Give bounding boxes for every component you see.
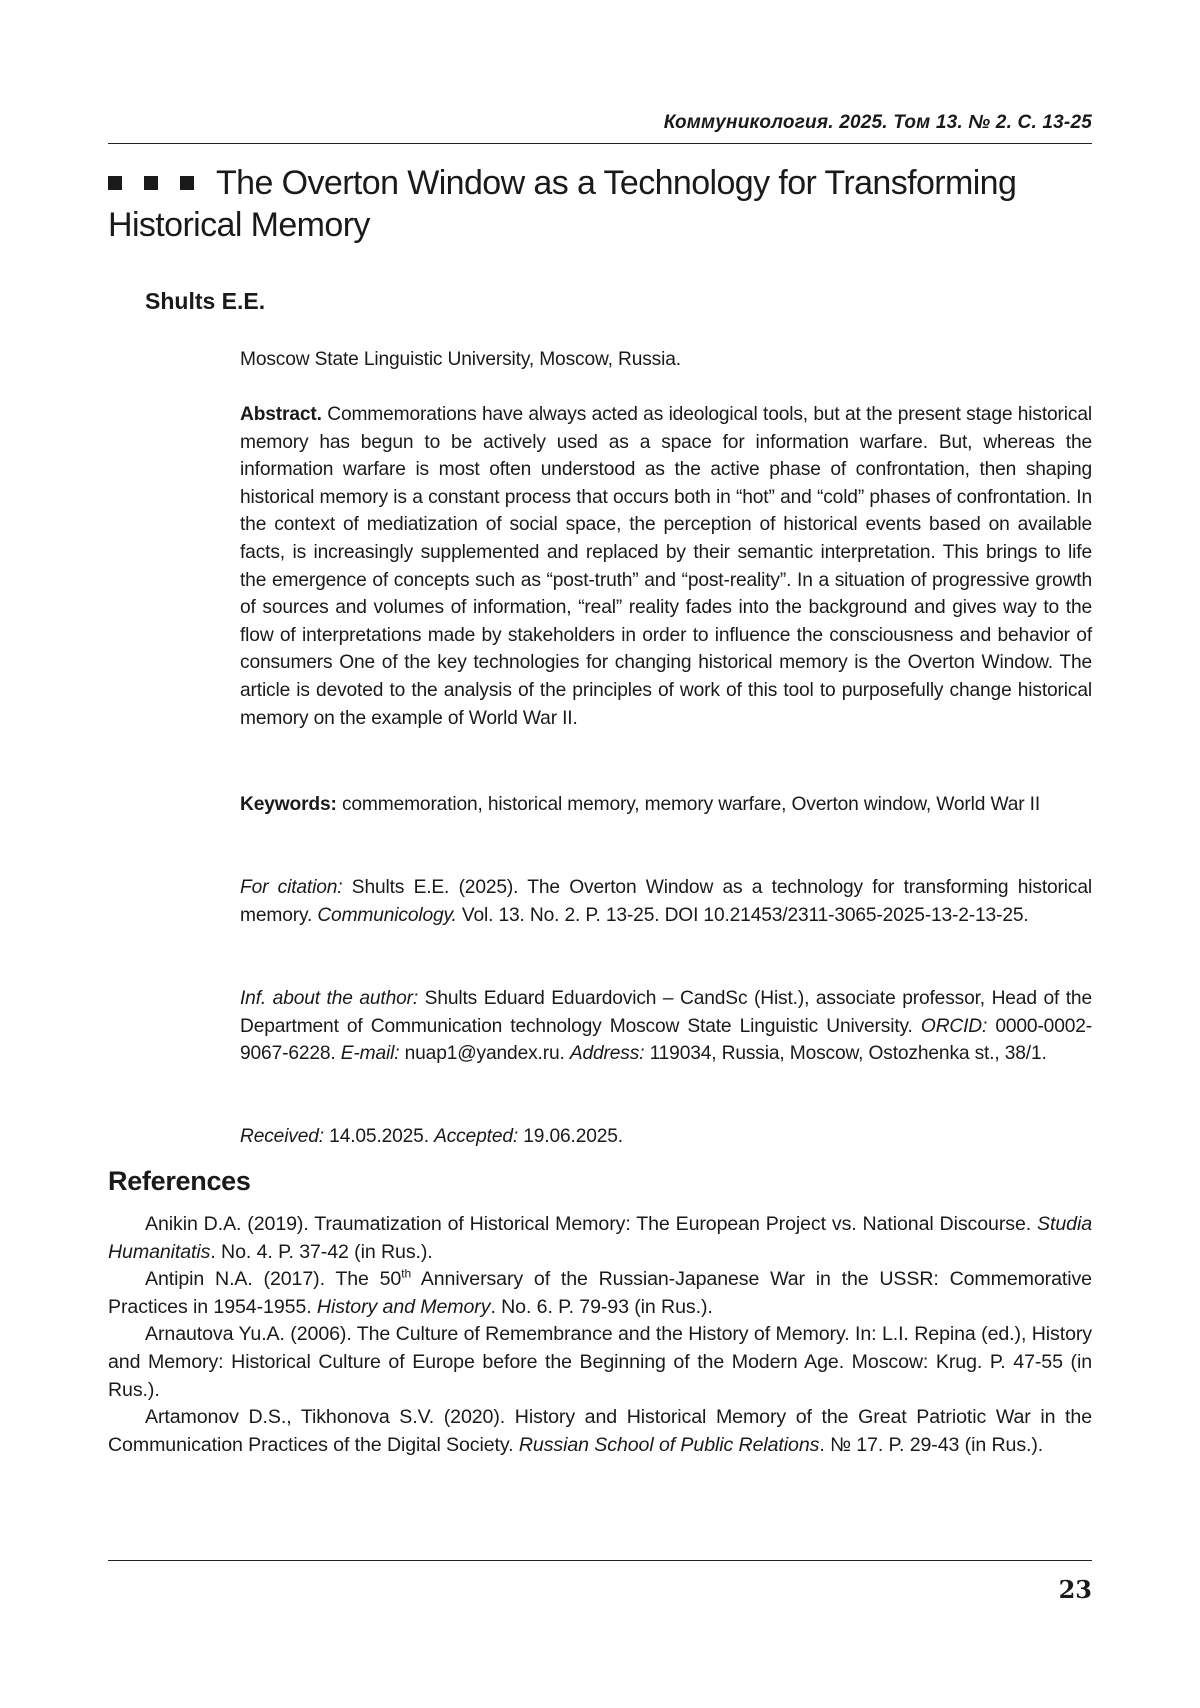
references-list	[108, 1211, 1092, 1459]
running-head: Коммуникология. 2025. Том 13. № 2. С. 13-25	[663, 112, 1092, 133]
references-heading: References	[108, 1166, 251, 1196]
citation	[240, 874, 1092, 929]
reference-item	[108, 1321, 1092, 1404]
reference-details: . No. 6. P. 79-93 (in Rus.).	[490, 1295, 713, 1318]
author-info-text: Shults Eduard Eduardovich – CandSc (Hist.), associate professor, Head of the Department of Communication technology Moscow State Linguistic University.	[240, 988, 1092, 1037]
citation-text: Shults E.E. (2025). The Overton Window as a technology for transforming historical memory.	[240, 877, 1092, 926]
email-label: E-mail:	[340, 1043, 400, 1065]
author-info	[240, 985, 1092, 1068]
dates	[240, 1123, 1092, 1151]
author-info-label: Inf. about the author:	[240, 988, 419, 1009]
bullet-square-icon	[144, 176, 158, 190]
accepted-date: 19.06.2025.	[523, 1126, 623, 1147]
reference-superscript: th	[401, 1266, 412, 1281]
reference-text: Antipin N.A. (2017). The 50	[145, 1268, 402, 1291]
reference-item	[108, 1211, 1092, 1266]
citation-label: For citation:	[240, 877, 343, 898]
reference-item	[108, 1404, 1092, 1459]
abstract	[240, 401, 1092, 732]
article-title	[108, 162, 1092, 246]
received-date: 14.05.2025.	[329, 1126, 429, 1147]
keywords-label: Keywords:	[240, 794, 337, 815]
orcid-label: ORCID:	[920, 1015, 988, 1037]
citation-journal: Communicology.	[317, 904, 457, 926]
keywords-text: commemoration, historical memory, memory warfare, Overton window, World War II	[341, 794, 1041, 815]
keywords	[240, 791, 1092, 819]
abstract-label: Abstract.	[240, 404, 322, 425]
abstract-text: Commemorations have always acted as ideological tools, but at the present stage historical memory has begun to be actively used as a space for information warfare. But, whereas the information warfare is most often understood as the active phase of confrontation, then shaping historical memory is a constant process that occurs both in “hot” and “cold” phases of confrontation. In the context of mediatization of social space, the perception of historical events based on available facts, is increasingly supplemented and replaced by their semantic interpretation. This brings to life the emergence of concepts such as “post-truth” and “post-reality”. In a situation of progressive growth of sources and volumes of information, “real” reality fades into the background and gives way to the flow of interpretations made by stakeholders in order to influence the consciousness and behavior of consumers One of the key technologies for changing historical memory is the Overton Window. The article is devoted to the analysis of the principles of work of this tool to purposefully change historical memory on the example of World War II.	[240, 404, 1092, 729]
accepted-label: Accepted:	[434, 1126, 519, 1147]
address-label: Address:	[569, 1043, 645, 1065]
footer-rule	[108, 1560, 1092, 1561]
header-rule	[108, 143, 1092, 144]
reference-details: . No. 4. P. 37-42 (in Rus.).	[210, 1240, 433, 1263]
reference-text-continued: Anniversary of the Russian-Japanese War in the USSR: Commemorative Practices in 1954-1955.	[108, 1268, 1092, 1318]
reference-item	[108, 1266, 1092, 1321]
address-value: 119034, Russia, Moscow, Ostozhenka st., 38/1.	[649, 1043, 1047, 1065]
reference-journal: Studia Humanitatis	[108, 1213, 1092, 1263]
reference-text: Artamonov D.S., Tikhonova S.V. (2020). History and Historical Memory of the Great Patriotic War in the Communication Practices of the Digital Society.	[108, 1406, 1092, 1456]
reference-details: . № 17. P. 29-43 (in Rus.).	[819, 1433, 1044, 1456]
reference-text: Arnautova Yu.A. (2006). The Culture of Remembrance and the History of Memory. In: L.I. Repina (ed.), History and Memory: Historical Culture of Europe before the Beginning of the Modern Age. Moscow: Krug. P. 47-55 (in Rus.).	[108, 1323, 1092, 1401]
bullet-square-icon	[180, 176, 194, 190]
bullet-square-icon	[108, 176, 122, 190]
reference-journal: History and Memory	[316, 1295, 491, 1318]
reference-text: Anikin D.A. (2019). Traumatization of Historical Memory: The European Project vs. National Discourse.	[145, 1213, 1032, 1235]
article-title-text: The Overton Window as a Technology for Transforming Historical Memory	[108, 164, 1017, 244]
email-value: nuap1@yandex.ru.	[404, 1043, 565, 1065]
affiliation: Moscow State Linguistic University, Moscow, Russia.	[240, 349, 681, 370]
received-label: Received:	[240, 1126, 324, 1147]
author-name: Shults E.E.	[145, 288, 266, 314]
orcid-value: 0000-0002-9067-6228.	[240, 1015, 1093, 1065]
reference-journal: Russian School of Public Relations	[518, 1433, 820, 1456]
page-number: 23	[1058, 1575, 1092, 1604]
citation-details: Vol. 13. No. 2. P. 13-25. DOI 10.21453/2311-3065-2025-13-2-13-25.	[461, 904, 1029, 926]
